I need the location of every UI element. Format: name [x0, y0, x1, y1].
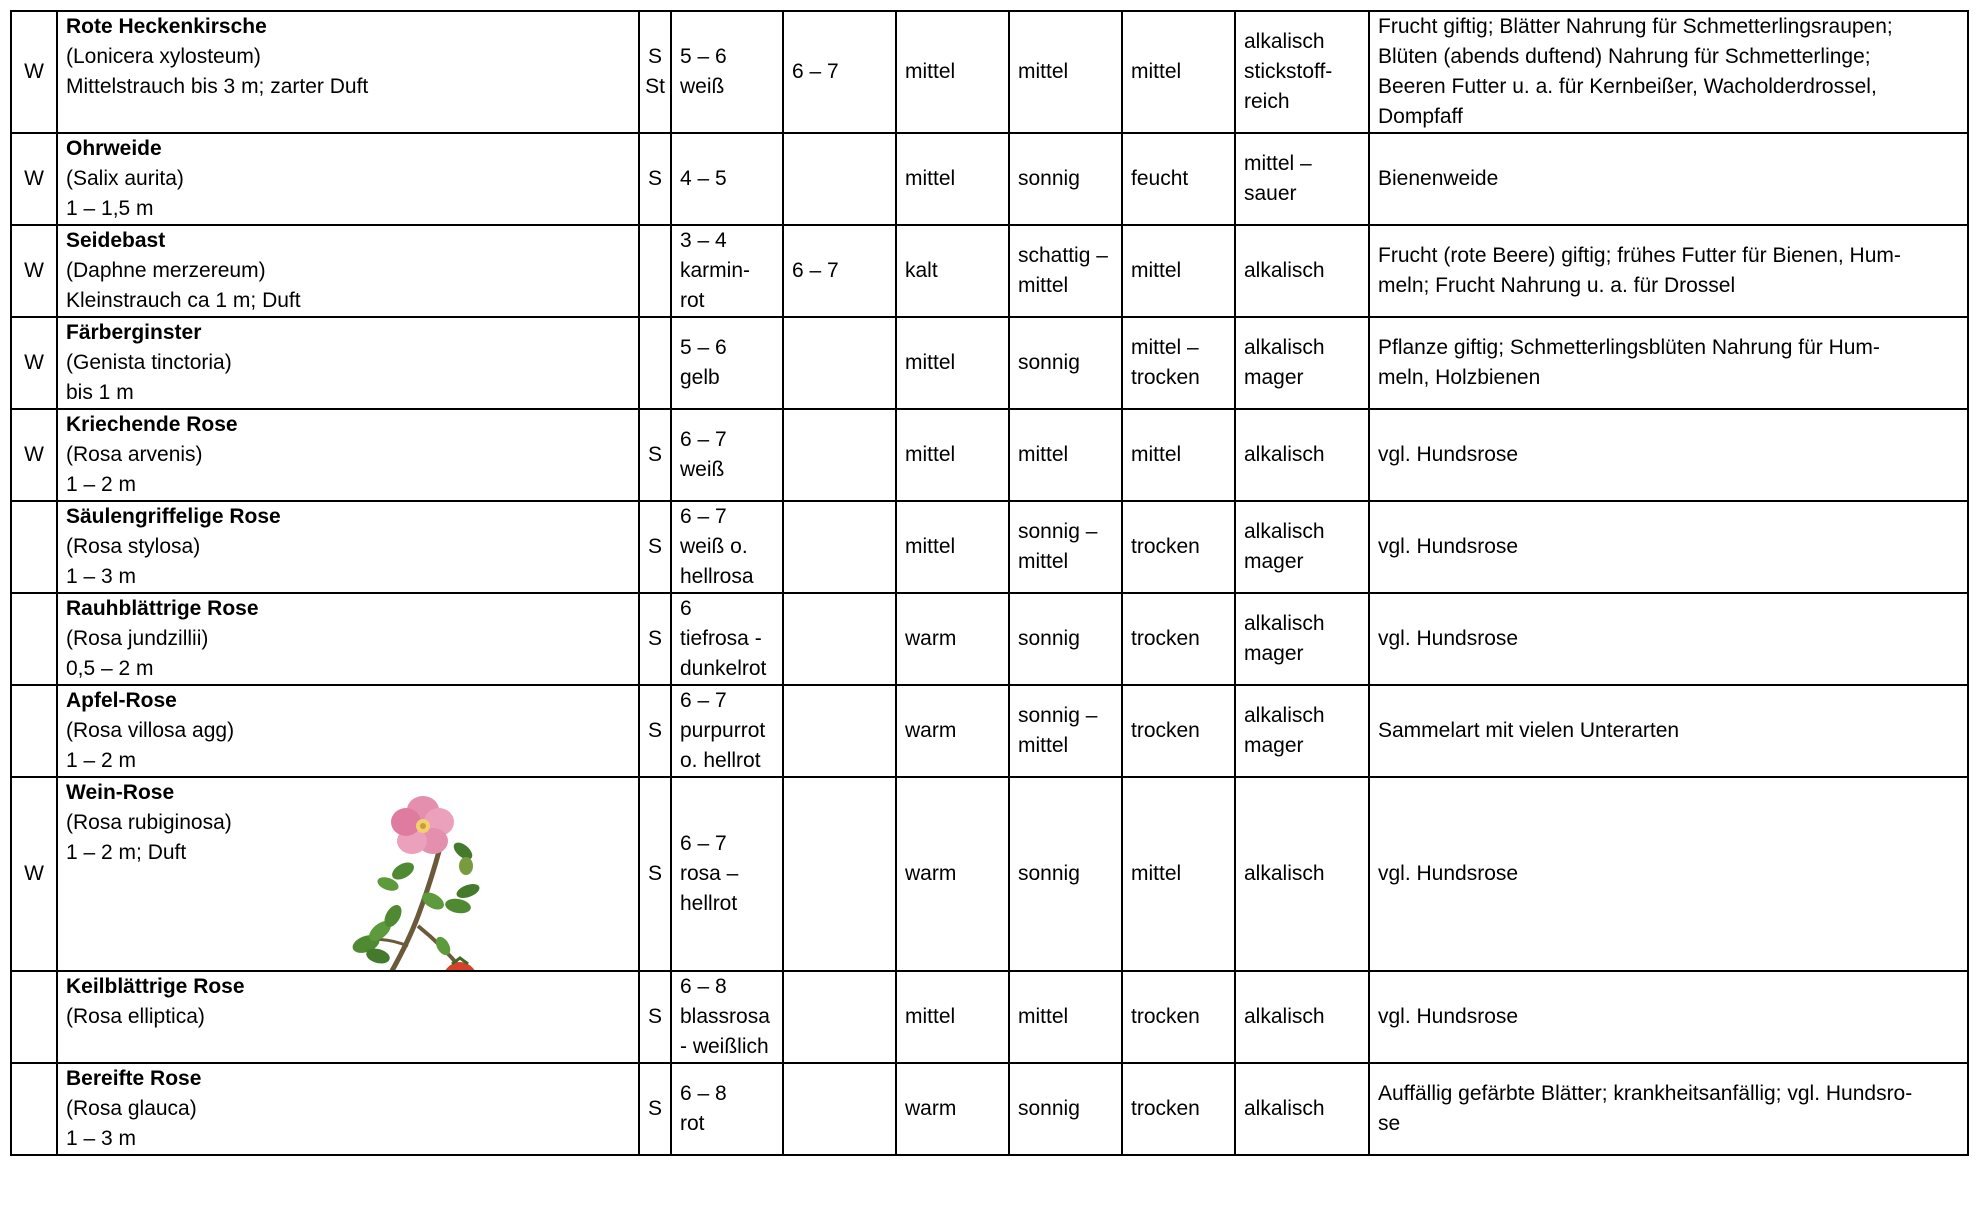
plant-common-name: Ohrweide — [66, 137, 162, 160]
plant-size-info: 1 – 3 m — [66, 1127, 137, 1150]
temperature-cell — [896, 225, 1009, 317]
plant-row — [11, 685, 1968, 777]
soil-text: alkalisch stickstoff- reich — [1244, 30, 1333, 113]
bloom-text: 6 – 8 rot — [680, 1082, 727, 1135]
bloom-text: 4 – 5 — [680, 167, 727, 190]
flag-text: W — [24, 259, 44, 282]
moisture-cell — [1122, 685, 1235, 777]
light-text: schattig – mittel — [1018, 244, 1108, 297]
bloom-text: 6 – 7 purpurrot o. hellrot — [680, 689, 766, 772]
fruit-cell — [783, 317, 896, 409]
bloom-text: 6 – 8 blassrosa - weißlich — [680, 975, 770, 1058]
notes-cell — [1369, 225, 1968, 317]
soil-cell — [1235, 1063, 1369, 1155]
light-text: sonnig — [1018, 351, 1080, 374]
plant-row — [11, 225, 1968, 317]
bloom-cell — [671, 971, 783, 1063]
plant-common-name: Seidebast — [66, 229, 166, 252]
type-cell — [639, 777, 671, 971]
moisture-text: mittel – trocken — [1131, 336, 1200, 389]
fruit-cell — [783, 777, 896, 971]
notes-text: Sammelart mit vielen Unterarten — [1378, 719, 1680, 742]
temperature-text: mittel — [905, 60, 956, 83]
moisture-cell — [1122, 1063, 1235, 1155]
bloom-text: 5 – 6 weiß — [680, 45, 727, 98]
type-cell — [639, 971, 671, 1063]
plant-size-info: 1 – 3 m — [66, 565, 137, 588]
notes-cell — [1369, 593, 1968, 685]
plant-common-name: Färberginster — [66, 321, 202, 344]
type-cell — [639, 685, 671, 777]
soil-cell — [1235, 971, 1369, 1063]
flag-cell — [11, 685, 57, 777]
notes-text: vgl. Hundsrose — [1378, 627, 1519, 650]
plant-latin-name: (Rosa arvenis) — [66, 443, 203, 466]
plant-common-name: Rote Heckenkirsche — [66, 15, 267, 38]
plant-latin-name: (Genista tinctoria) — [66, 351, 232, 374]
plant-row — [11, 593, 1968, 685]
light-text: mittel — [1018, 443, 1069, 466]
notes-text: vgl. Hundsrose — [1378, 862, 1519, 885]
soil-cell — [1235, 317, 1369, 409]
notes-text: Auffällig gefärbte Blätter; krankheitsanfällig; vgl. Hundsro- se — [1378, 1082, 1913, 1135]
bloom-text: 6 – 7 weiß o. hellrosa — [680, 505, 754, 588]
plant-common-name: Bereifte Rose — [66, 1067, 202, 1090]
plant-name-cell — [57, 777, 639, 971]
type-cell — [639, 317, 671, 409]
bloom-text: 6 – 7 rosa – hellrot — [680, 832, 739, 915]
plant-common-name: Rauhblättrige Rose — [66, 597, 259, 620]
fruit-cell — [783, 501, 896, 593]
wild-rose-illustration — [348, 796, 498, 971]
plant-name-cell — [57, 971, 639, 1063]
plant-common-name: Keilblättrige Rose — [66, 975, 245, 998]
bloom-cell — [671, 133, 783, 225]
type-cell — [639, 593, 671, 685]
temperature-text: warm — [905, 627, 957, 650]
notes-cell — [1369, 1063, 1968, 1155]
soil-text: mittel – sauer — [1244, 152, 1312, 205]
type-text: S — [647, 535, 662, 558]
temperature-cell — [896, 501, 1009, 593]
plant-size-info: 0,5 – 2 m — [66, 657, 154, 680]
plant-table — [10, 10, 1969, 1156]
temperature-text: warm — [905, 1097, 957, 1120]
plant-common-name: Wein-Rose — [66, 781, 175, 804]
plant-latin-name: (Rosa jundzillii) — [66, 627, 209, 650]
temperature-text: mittel — [905, 443, 956, 466]
flag-text: W — [24, 351, 44, 374]
notes-cell — [1369, 133, 1968, 225]
light-text: sonnig — [1018, 627, 1080, 650]
type-cell — [639, 133, 671, 225]
type-text: S — [647, 443, 662, 466]
plant-name-cell — [57, 11, 639, 133]
temperature-text: kalt — [905, 259, 938, 282]
moisture-text: mittel — [1131, 259, 1182, 282]
light-cell — [1009, 501, 1122, 593]
type-text: S — [647, 719, 662, 742]
flag-cell — [11, 133, 57, 225]
light-cell — [1009, 971, 1122, 1063]
plant-latin-name: (Salix aurita) — [66, 167, 184, 190]
plant-name-cell — [57, 225, 639, 317]
notes-text: vgl. Hundsrose — [1378, 1005, 1519, 1028]
plant-latin-name: (Rosa elliptica) — [66, 1005, 205, 1028]
flag-cell — [11, 225, 57, 317]
flag-cell — [11, 317, 57, 409]
type-text: S — [647, 862, 662, 885]
notes-text: Pflanze giftig; Schmetterlingsblüten Nahrung für Hum- meln, Holzbienen — [1378, 336, 1880, 389]
bloom-text: 5 – 6 gelb — [680, 336, 727, 389]
light-cell — [1009, 593, 1122, 685]
type-text: S St — [645, 45, 665, 98]
flag-cell — [11, 971, 57, 1063]
plant-size-info: 1 – 1,5 m — [66, 197, 154, 220]
plant-row — [11, 11, 1968, 133]
notes-cell — [1369, 317, 1968, 409]
type-cell — [639, 225, 671, 317]
soil-text: alkalisch mager — [1244, 704, 1325, 757]
moisture-cell — [1122, 409, 1235, 501]
bloom-cell — [671, 225, 783, 317]
temperature-cell — [896, 133, 1009, 225]
plant-name-cell — [57, 317, 639, 409]
light-cell — [1009, 777, 1122, 971]
flag-cell — [11, 777, 57, 971]
moisture-cell — [1122, 593, 1235, 685]
fruit-cell — [783, 593, 896, 685]
moisture-text: mittel — [1131, 862, 1182, 885]
soil-text: alkalisch — [1244, 259, 1325, 282]
temperature-text: mittel — [905, 535, 956, 558]
plant-name-cell — [57, 409, 639, 501]
bloom-text: 3 – 4 karmin- rot — [680, 229, 751, 312]
temperature-cell — [896, 777, 1009, 971]
light-text: sonnig – mittel — [1018, 520, 1098, 573]
moisture-cell — [1122, 971, 1235, 1063]
soil-text: alkalisch mager — [1244, 520, 1325, 573]
fruit-text: 6 – 7 — [792, 60, 839, 83]
notes-text: vgl. Hundsrose — [1378, 443, 1519, 466]
soil-text: alkalisch — [1244, 443, 1325, 466]
flag-text: W — [24, 167, 44, 190]
flag-cell — [11, 593, 57, 685]
type-cell — [639, 11, 671, 133]
flag-text: W — [24, 443, 44, 466]
plant-latin-name: (Rosa rubiginosa) — [66, 811, 232, 834]
flag-cell — [11, 409, 57, 501]
bloom-cell — [671, 317, 783, 409]
temperature-cell — [896, 971, 1009, 1063]
plant-size-info: bis 1 m — [66, 381, 134, 404]
plant-latin-name: (Daphne merzereum) — [66, 259, 266, 282]
temperature-text: warm — [905, 862, 957, 885]
soil-text: alkalisch — [1244, 1097, 1325, 1120]
notes-cell — [1369, 971, 1968, 1063]
notes-cell — [1369, 11, 1968, 133]
soil-cell — [1235, 409, 1369, 501]
temperature-cell — [896, 593, 1009, 685]
soil-cell — [1235, 777, 1369, 971]
plant-size-info: Kleinstrauch ca 1 m; Duft — [66, 289, 301, 312]
moisture-text: trocken — [1131, 535, 1200, 558]
temperature-cell — [896, 409, 1009, 501]
plant-common-name: Säulengriffelige Rose — [66, 505, 281, 528]
plant-rows — [11, 11, 1968, 1155]
plant-row — [11, 777, 1968, 971]
soil-cell — [1235, 501, 1369, 593]
plant-latin-name: (Rosa glauca) — [66, 1097, 197, 1120]
light-text: sonnig — [1018, 862, 1080, 885]
fruit-cell — [783, 409, 896, 501]
bloom-cell — [671, 11, 783, 133]
type-cell — [639, 1063, 671, 1155]
type-text: S — [647, 1005, 662, 1028]
flag-cell — [11, 11, 57, 133]
fruit-text: 6 – 7 — [792, 259, 839, 282]
plant-name-cell — [57, 501, 639, 593]
bloom-cell — [671, 593, 783, 685]
plant-name-cell — [57, 1063, 639, 1155]
temperature-text: mittel — [905, 351, 956, 374]
plant-row — [11, 971, 1968, 1063]
bloom-cell — [671, 501, 783, 593]
light-cell — [1009, 225, 1122, 317]
fruit-cell — [783, 225, 896, 317]
type-cell — [639, 501, 671, 593]
soil-text: alkalisch — [1244, 862, 1325, 885]
soil-text: alkalisch mager — [1244, 612, 1325, 665]
moisture-cell — [1122, 501, 1235, 593]
light-text: mittel — [1018, 60, 1069, 83]
moisture-cell — [1122, 317, 1235, 409]
soil-cell — [1235, 225, 1369, 317]
moisture-cell — [1122, 777, 1235, 971]
light-text: sonnig — [1018, 167, 1080, 190]
soil-text: alkalisch mager — [1244, 336, 1325, 389]
temperature-cell — [896, 317, 1009, 409]
light-text: mittel — [1018, 1005, 1069, 1028]
flag-cell — [11, 1063, 57, 1155]
fruit-cell — [783, 1063, 896, 1155]
flag-cell — [11, 501, 57, 593]
plant-latin-name: (Lonicera xylosteum) — [66, 45, 261, 68]
plant-row — [11, 501, 1968, 593]
notes-text: Frucht (rote Beere) giftig; frühes Futter für Bienen, Hum- meln; Frucht Nahrung u. a. für Drossel — [1378, 244, 1901, 297]
type-text: S — [647, 167, 662, 190]
notes-cell — [1369, 501, 1968, 593]
bloom-cell — [671, 1063, 783, 1155]
temperature-text: mittel — [905, 1005, 956, 1028]
plant-name-cell — [57, 133, 639, 225]
soil-cell — [1235, 685, 1369, 777]
bloom-text: 6 tiefrosa - dunkelrot — [680, 597, 767, 680]
light-cell — [1009, 1063, 1122, 1155]
type-text: S — [647, 627, 662, 650]
moisture-text: mittel — [1131, 60, 1182, 83]
notes-text: vgl. Hundsrose — [1378, 535, 1519, 558]
light-cell — [1009, 133, 1122, 225]
soil-cell — [1235, 11, 1369, 133]
light-text: sonnig — [1018, 1097, 1080, 1120]
plant-size-info: 1 – 2 m — [66, 749, 137, 772]
soil-cell — [1235, 133, 1369, 225]
flag-text: W — [24, 60, 44, 83]
plant-size-info: 1 – 2 m; Duft — [66, 841, 187, 864]
bloom-cell — [671, 685, 783, 777]
plant-row — [11, 133, 1968, 225]
plant-name-cell — [57, 685, 639, 777]
temperature-cell — [896, 685, 1009, 777]
light-cell — [1009, 685, 1122, 777]
notes-text: Frucht giftig; Blätter Nahrung für Schmetterlingsraupen; Blüten (abends duftend) Nahrung für Schmetterlinge; Beeren Futter u. a. für Kernbeißer, Wacholderdrossel, Dompfaff — [1378, 15, 1893, 128]
light-cell — [1009, 11, 1122, 133]
type-text: S — [647, 1097, 662, 1120]
moisture-cell — [1122, 11, 1235, 133]
notes-cell — [1369, 409, 1968, 501]
plant-name-cell — [57, 593, 639, 685]
light-text: sonnig – mittel — [1018, 704, 1098, 757]
notes-cell — [1369, 685, 1968, 777]
moisture-cell — [1122, 133, 1235, 225]
plant-latin-name: (Rosa villosa agg) — [66, 719, 235, 742]
moisture-text: feucht — [1131, 167, 1189, 190]
bloom-cell — [671, 409, 783, 501]
type-cell — [639, 409, 671, 501]
plant-size-info: 1 – 2 m — [66, 473, 137, 496]
moisture-text: trocken — [1131, 1097, 1200, 1120]
temperature-text: warm — [905, 719, 957, 742]
moisture-cell — [1122, 225, 1235, 317]
soil-text: alkalisch — [1244, 1005, 1325, 1028]
plant-row — [11, 409, 1968, 501]
plant-common-name: Kriechende Rose — [66, 413, 238, 436]
fruit-cell — [783, 11, 896, 133]
light-cell — [1009, 409, 1122, 501]
notes-cell — [1369, 777, 1968, 971]
flag-text: W — [24, 862, 44, 885]
soil-cell — [1235, 593, 1369, 685]
fruit-cell — [783, 133, 896, 225]
plant-row — [11, 317, 1968, 409]
temperature-text: mittel — [905, 167, 956, 190]
plant-latin-name: (Rosa stylosa) — [66, 535, 201, 558]
notes-text: Bienenweide — [1378, 167, 1499, 190]
moisture-text: trocken — [1131, 627, 1200, 650]
bloom-text: 6 – 7 weiß — [680, 428, 727, 481]
fruit-cell — [783, 685, 896, 777]
light-cell — [1009, 317, 1122, 409]
plant-size-info: Mittelstrauch bis 3 m; zarter Duft — [66, 75, 369, 98]
moisture-text: trocken — [1131, 1005, 1200, 1028]
bloom-cell — [671, 777, 783, 971]
temperature-cell — [896, 11, 1009, 133]
moisture-text: mittel — [1131, 443, 1182, 466]
moisture-text: trocken — [1131, 719, 1200, 742]
temperature-cell — [896, 1063, 1009, 1155]
plant-common-name: Apfel-Rose — [66, 689, 177, 712]
fruit-cell — [783, 971, 896, 1063]
plant-row — [11, 1063, 1968, 1155]
